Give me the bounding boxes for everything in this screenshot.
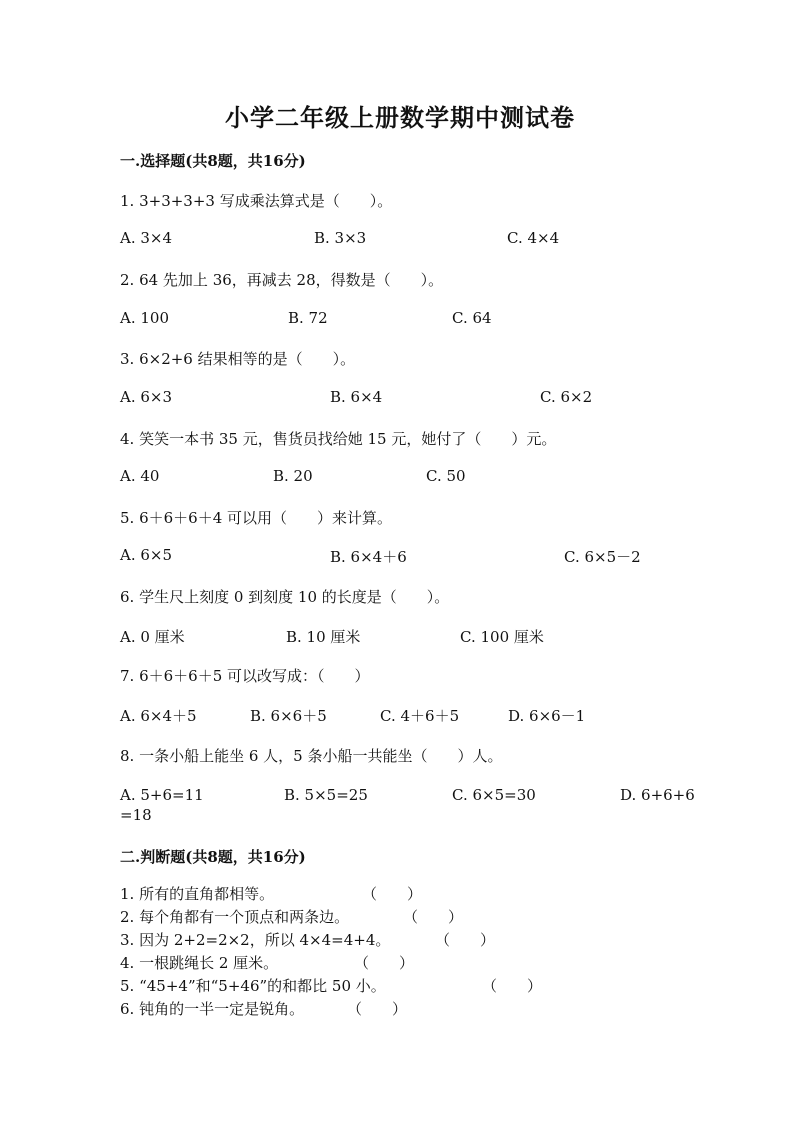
option-8b: B. 5×5=25 [284, 786, 368, 804]
question-2: 2. 64 先加上 36，再减去 28，得数是（ ）。 [120, 271, 444, 289]
tf-bracket-4[interactable]: （ ） [354, 954, 415, 972]
question-8: 8. 一条小船上能坐 6 人，5 条小船一共能坐（ ）人。 [120, 747, 503, 765]
section-title-judgement: 二.判断题(共8题，共16分) [120, 848, 306, 866]
option-8a: A. 5+6=11 [120, 786, 204, 804]
option-2c: C. 64 [452, 309, 492, 327]
tf-item-6: 6. 钝角的一半一定是锐角。 [120, 1000, 305, 1018]
question-6: 6. 学生尺上刻度 0 到刻度 10 的长度是（ ）。 [120, 588, 450, 606]
option-1a: A. 3×4 [120, 229, 173, 247]
option-3b: B. 6×4 [330, 388, 383, 406]
option-4c: C. 50 [426, 467, 466, 485]
option-6a: A. 0 厘米 [120, 628, 185, 646]
option-5a: A. 6×5 [120, 546, 173, 564]
question-1: 1. 3+3+3+3 写成乘法算式是（ ）。 [120, 192, 393, 210]
option-2a: A. 100 [120, 309, 169, 327]
tf-item-1: 1. 所有的直角都相等。 [120, 885, 275, 903]
option-6b: B. 10 厘米 [286, 628, 361, 646]
option-8d-continuation: =18 [120, 806, 152, 824]
option-3a: A. 6×3 [120, 388, 173, 406]
section-title-choice: 一.选择题(共8题，共16分) [120, 152, 306, 170]
option-7b: B. 6×6＋5 [250, 707, 327, 725]
tf-item-2: 2. 每个角都有一个顶点和两条边。 [120, 908, 350, 926]
option-3c: C. 6×2 [540, 388, 593, 406]
question-4: 4. 笑笑一本书 35 元，售货员找给她 15 元，她付了（ ）元。 [120, 430, 557, 448]
option-5c: C. 6×5－2 [564, 548, 641, 566]
tf-bracket-1[interactable]: （ ） [362, 885, 423, 903]
tf-bracket-6[interactable]: （ ） [347, 1000, 408, 1018]
tf-bracket-3[interactable]: （ ） [435, 931, 496, 949]
question-5: 5. 6＋6＋6＋4 可以用（ ）来计算。 [120, 509, 393, 527]
option-7c: C. 4＋6＋5 [380, 707, 460, 725]
option-1c: C. 4×4 [507, 229, 560, 247]
tf-item-3: 3. 因为 2+2=2×2，所以 4×4=4+4。 [120, 931, 391, 949]
option-8d: D. 6+6+6 [620, 786, 695, 804]
option-8c: C. 6×5=30 [452, 786, 536, 804]
tf-bracket-2[interactable]: （ ） [403, 908, 464, 926]
tf-item-4: 4. 一根跳绳长 2 厘米。 [120, 954, 279, 972]
option-4b: B. 20 [273, 467, 313, 485]
page-title: 小学二年级上册数学期中测试卷 [225, 103, 575, 132]
option-6c: C. 100 厘米 [460, 628, 544, 646]
option-2b: B. 72 [288, 309, 328, 327]
option-5b: B. 6×4＋6 [330, 548, 407, 566]
option-4a: A. 40 [120, 467, 160, 485]
tf-bracket-5[interactable]: （ ） [482, 977, 543, 995]
tf-item-5: 5. “45+4”和“5+46”的和都比 50 小。 [120, 977, 386, 995]
question-3: 3. 6×2+6 结果相等的是（ ）。 [120, 350, 356, 368]
question-7: 7. 6＋6＋6＋5 可以改写成：（ ） [120, 667, 370, 685]
option-1b: B. 3×3 [314, 229, 367, 247]
option-7a: A. 6×4＋5 [120, 707, 197, 725]
option-7d: D. 6×6－1 [508, 707, 586, 725]
